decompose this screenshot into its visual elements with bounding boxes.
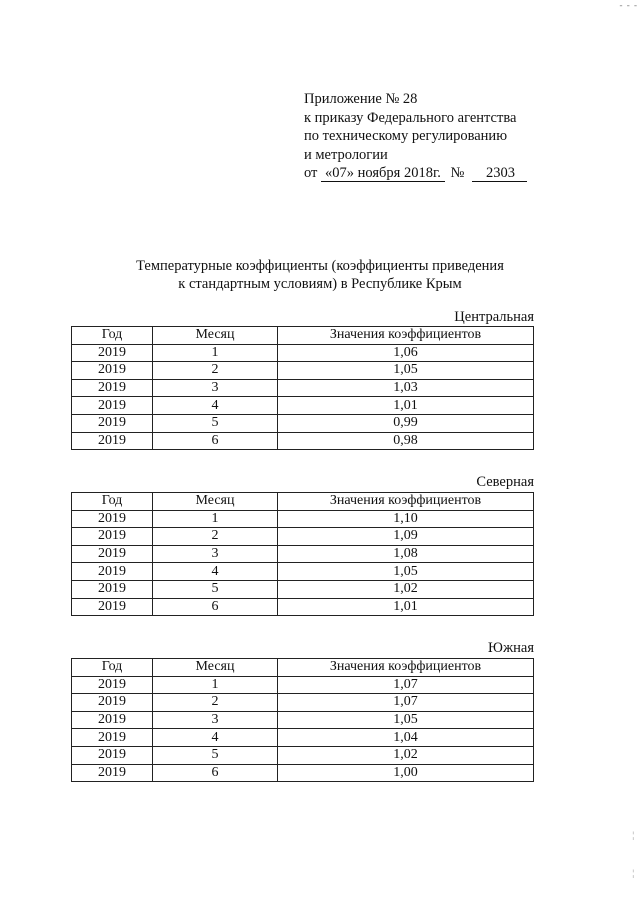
column-header-year: Год [72, 659, 153, 677]
cell-month: 3 [153, 711, 278, 729]
cell-year: 2019 [72, 580, 153, 598]
table-row [72, 580, 534, 598]
cell-month: 6 [153, 432, 278, 450]
document-title-line-2: к стандартным условиям) в Республике Крым [178, 276, 462, 292]
cell-month: 3 [153, 545, 278, 563]
cell-value: 1,03 [278, 379, 534, 397]
region-label-south: Южная [488, 640, 534, 656]
cell-year: 2019 [72, 598, 153, 616]
table-row [72, 344, 534, 362]
cell-value: 1,05 [278, 711, 534, 729]
table-row [72, 379, 534, 397]
table-row [72, 397, 534, 415]
annex-number-value: 2303 [472, 165, 527, 182]
cell-month: 2 [153, 528, 278, 546]
coefficients-table-south [71, 658, 534, 782]
cell-value: 1,02 [278, 580, 534, 598]
cell-year: 2019 [72, 528, 153, 546]
table-header-row [72, 659, 534, 677]
table-row [72, 729, 534, 747]
table-row [72, 414, 534, 432]
coefficients-table-central [71, 326, 534, 450]
cell-value: 0,99 [278, 414, 534, 432]
table-row [72, 545, 534, 563]
cell-month: 4 [153, 563, 278, 581]
cell-value: 1,06 [278, 344, 534, 362]
cell-value: 1,05 [278, 362, 534, 380]
scan-corner-mark: - - - [619, 0, 638, 10]
table-row [72, 746, 534, 764]
cell-year: 2019 [72, 729, 153, 747]
annex-date-prefix: от [304, 165, 318, 181]
coefficients-table-north [71, 492, 534, 616]
table-row [72, 598, 534, 616]
cell-value: 1,07 [278, 694, 534, 712]
region-label-north: Северная [476, 474, 534, 490]
cell-value: 1,01 [278, 397, 534, 415]
document-title-line-1: Температурные коэффициенты (коэффициенты приведения [136, 258, 504, 274]
annex-date-value: «07» ноября 2018г. [321, 165, 445, 182]
cell-value: 0,98 [278, 432, 534, 450]
column-header-month: Месяц [153, 493, 278, 511]
annex-line-2: к приказу Федерального агентства [304, 109, 517, 126]
cell-value: 1,10 [278, 510, 534, 528]
cell-month: 1 [153, 344, 278, 362]
cell-value: 1,08 [278, 545, 534, 563]
table-row [72, 432, 534, 450]
cell-month: 1 [153, 676, 278, 694]
document-title [110, 257, 530, 293]
cell-month: 6 [153, 598, 278, 616]
cell-month: 2 [153, 362, 278, 380]
scan-margin-mark: ¦ [632, 868, 634, 878]
cell-year: 2019 [72, 563, 153, 581]
scan-margin-mark: ¦ [632, 830, 634, 840]
cell-year: 2019 [72, 746, 153, 764]
column-header-value: Значения коэффициентов [278, 659, 534, 677]
cell-month: 5 [153, 580, 278, 598]
cell-year: 2019 [72, 711, 153, 729]
cell-year: 2019 [72, 379, 153, 397]
cell-year: 2019 [72, 694, 153, 712]
cell-month: 5 [153, 746, 278, 764]
table-header-row [72, 493, 534, 511]
cell-value: 1,01 [278, 598, 534, 616]
table-row [72, 510, 534, 528]
table-row [72, 563, 534, 581]
cell-year: 2019 [72, 545, 153, 563]
cell-year: 2019 [72, 510, 153, 528]
cell-year: 2019 [72, 414, 153, 432]
annex-line-4: и метрологии [304, 146, 388, 163]
cell-month: 1 [153, 510, 278, 528]
annex-header [304, 90, 527, 183]
column-header-year: Год [72, 493, 153, 511]
cell-year: 2019 [72, 676, 153, 694]
table-row [72, 528, 534, 546]
table-row [72, 676, 534, 694]
cell-year: 2019 [72, 397, 153, 415]
cell-month: 4 [153, 729, 278, 747]
cell-value: 1,09 [278, 528, 534, 546]
cell-year: 2019 [72, 362, 153, 380]
cell-year: 2019 [72, 432, 153, 450]
cell-value: 1,07 [278, 676, 534, 694]
cell-year: 2019 [72, 344, 153, 362]
column-header-value: Значения коэффициентов [278, 493, 534, 511]
table-row [72, 362, 534, 380]
column-header-year: Год [72, 327, 153, 345]
column-header-month: Месяц [153, 659, 278, 677]
region-label-central: Центральная [454, 309, 534, 325]
cell-month: 2 [153, 694, 278, 712]
column-header-month: Месяц [153, 327, 278, 345]
table-header-row [72, 327, 534, 345]
cell-value: 1,04 [278, 729, 534, 747]
annex-date-line [304, 164, 527, 183]
cell-year: 2019 [72, 764, 153, 782]
annex-line-1: Приложение № 28 [304, 91, 418, 107]
cell-month: 4 [153, 397, 278, 415]
cell-month: 6 [153, 764, 278, 782]
annex-number-sign: № [450, 165, 465, 181]
cell-month: 5 [153, 414, 278, 432]
table-row [72, 711, 534, 729]
cell-value: 1,02 [278, 746, 534, 764]
column-header-value: Значения коэффициентов [278, 327, 534, 345]
cell-month: 3 [153, 379, 278, 397]
annex-line-3: по техническому регулированию [304, 128, 508, 144]
table-row [72, 694, 534, 712]
cell-value: 1,05 [278, 563, 534, 581]
cell-value: 1,00 [278, 764, 534, 782]
table-row [72, 764, 534, 782]
